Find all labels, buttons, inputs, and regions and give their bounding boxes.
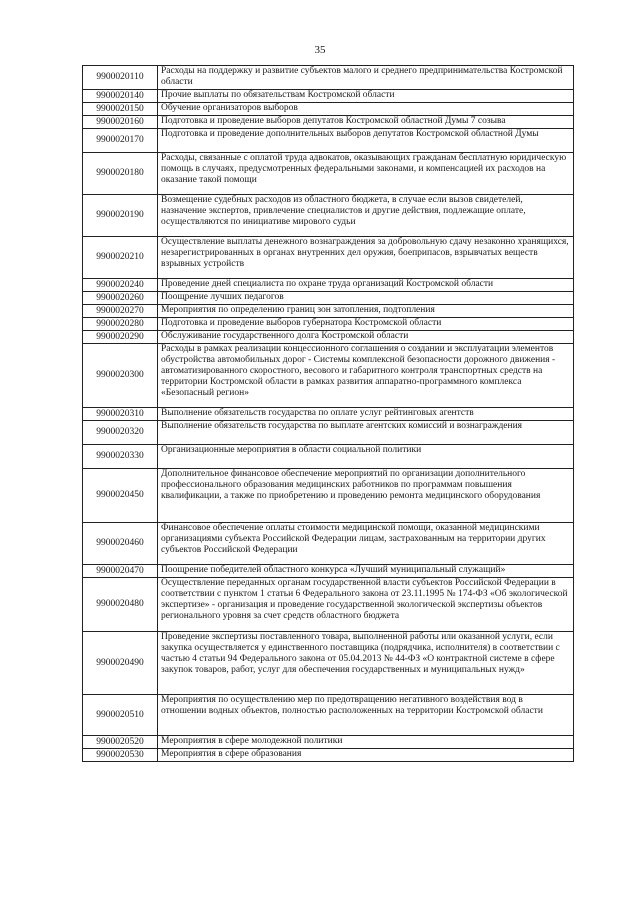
table-row [83,305,574,318]
description-cell: Мероприятия по осуществлению мер по предотвращению негативного воздействия вод в отношении водных объектов, полностью расположенных на территории Костромской области [158,695,574,736]
description-cell: Расходы, связанные с оплатой труда адвокатов, оказывающих гражданам бесплатную юридическую помощь в случаях, предусмотренных федеральными законами, и компенсацией их расходов на оказание такой помощи [158,153,574,195]
code-cell: 9900020160 [83,116,158,129]
table-body [83,66,574,762]
code-cell: 9900020480 [83,578,158,632]
description-cell: Возмещение судебных расходов из областного бюджета, в случае если вызов свидетелей, назначение экспертов, привлечение специалистов и другие действия, подлежащие оплате, осуществляются по инициативе мирового судьи [158,195,574,237]
code-cell: 9900020460 [83,523,158,565]
description-cell: Проведение дней специалиста по охране труда организаций Костромской области [158,279,574,292]
table-row [83,408,574,421]
code-cell: 9900020170 [83,129,158,153]
description-cell: Подготовка и проведение выборов губернатора Костромской области [158,318,574,331]
code-cell: 9900020330 [83,445,158,469]
table-row [83,66,574,90]
description-cell: Обслуживание государственного долга Костромской области [158,331,574,344]
description-cell: Организационные мероприятия в области социальной политики [158,445,574,469]
description-cell: Финансовое обеспечение оплаты стоимости медицинской помощи, оказанной медицинскими организациями субъекта Российской Федерации лицам, застрахованным на территории других субъектов Российской Федерации [158,523,574,565]
code-cell: 9900020140 [83,90,158,103]
table-row [83,469,574,523]
code-cell: 9900020310 [83,408,158,421]
table-row [83,578,574,632]
table-row [83,195,574,237]
table-row [83,445,574,469]
code-cell: 9900020510 [83,695,158,736]
description-cell: Прочие выплаты по обязательствам Костромской области [158,90,574,103]
table-row [83,523,574,565]
table-row [83,736,574,749]
code-cell: 9900020150 [83,103,158,116]
table-row [83,331,574,344]
description-cell: Дополнительное финансовое обеспечение мероприятий по организации дополнительного профессионального образования медицинских работников по программам повышения квалификации, а также по приобретению и проведению ремонта медицинского оборудования [158,469,574,523]
code-cell: 9900020320 [83,421,158,445]
table-row [83,237,574,279]
code-cell: 9900020470 [83,565,158,578]
budget-codes-table [82,65,574,762]
description-cell: Выполнение обязательств государства по выплате агентских комиссий и вознаграждения [158,421,574,445]
code-cell: 9900020270 [83,305,158,318]
table-row [83,153,574,195]
table-row [83,90,574,103]
code-cell: 9900020490 [83,632,158,695]
table-row [83,116,574,129]
code-cell: 9900020180 [83,153,158,195]
table-row [83,279,574,292]
code-cell: 9900020190 [83,195,158,237]
table-row [83,103,574,116]
code-cell: 9900020450 [83,469,158,523]
table-row [83,632,574,695]
description-cell: Мероприятия по определению границ зон затопления, подтопления [158,305,574,318]
table-row [83,318,574,331]
page-number: 35 [314,44,326,56]
code-cell: 9900020260 [83,292,158,305]
code-cell: 9900020240 [83,279,158,292]
table-row [83,129,574,153]
description-cell: Осуществление переданных органам государственной власти субъектов Российской Федерации в соответствии с пунктом 1 статьи 6 Федерального закона от 23.11.1995 № 174-ФЗ «Об экологической экспертизе» - организация и проведение государственной экологической экспертизы объектов регионального уровня за счет средств областного бюджета [158,578,574,632]
description-cell: Осуществление выплаты денежного вознаграждения за добровольную сдачу незаконно хранящихся, незарегистрированных в органах внутренних дел оружия, боеприпасов, взрывчатых веществ взрывных устройств [158,237,574,279]
code-cell: 9900020210 [83,237,158,279]
table-row [83,749,574,762]
description-cell: Обучение организаторов выборов [158,103,574,116]
table-row [83,695,574,736]
description-cell: Выполнение обязательств государства по оплате услуг рейтинговых агентств [158,408,574,421]
description-cell: Подготовка и проведение выборов депутатов Костромской областной Думы 7 созыва [158,116,574,129]
code-cell: 9900020520 [83,736,158,749]
description-cell: Мероприятия в сфере образования [158,749,574,762]
description-cell: Мероприятия в сфере молодежной политики [158,736,574,749]
description-cell: Поощрение победителей областного конкурса «Лучший муниципальный служащий» [158,565,574,578]
table-row [83,421,574,445]
code-cell: 9900020530 [83,749,158,762]
description-cell: Подготовка и проведение дополнительных выборов депутатов Костромской областной Думы [158,129,574,153]
table-row [83,292,574,305]
description-cell: Проведение экспертизы поставленного товара, выполненной работы или оказанной услуги, если закупка осуществляется у единственного поставщика (подрядчика, исполнителя) в соответствии с частью 4 статьи 94 Федерального закона от 05.04.2013 № 44-ФЗ «О контрактной системе в сфере закупок товаров, работ, услуг для обеспечения государственных и муниципальных нужд» [158,632,574,695]
description-cell: Расходы в рамках реализации концессионного соглашения о создании и эксплуатации элементов обустройства автомобильных дорог - Системы комплексной безопасности дорожного движения - автоматизированного скоростного, весового и габаритного контроля транспортных средств на территории Костромской области в рамках развития аппаратно-программного комплекса «Безопасный регион» [158,344,574,408]
description-cell: Расходы на поддержку и развитие субъектов малого и среднего предпринимательства Костромской области [158,66,574,90]
code-cell: 9900020280 [83,318,158,331]
code-cell: 9900020300 [83,344,158,408]
code-cell: 9900020110 [83,66,158,90]
code-cell: 9900020290 [83,331,158,344]
description-cell: Поощрение лучших педагогов [158,292,574,305]
table-row [83,565,574,578]
table-row [83,344,574,408]
